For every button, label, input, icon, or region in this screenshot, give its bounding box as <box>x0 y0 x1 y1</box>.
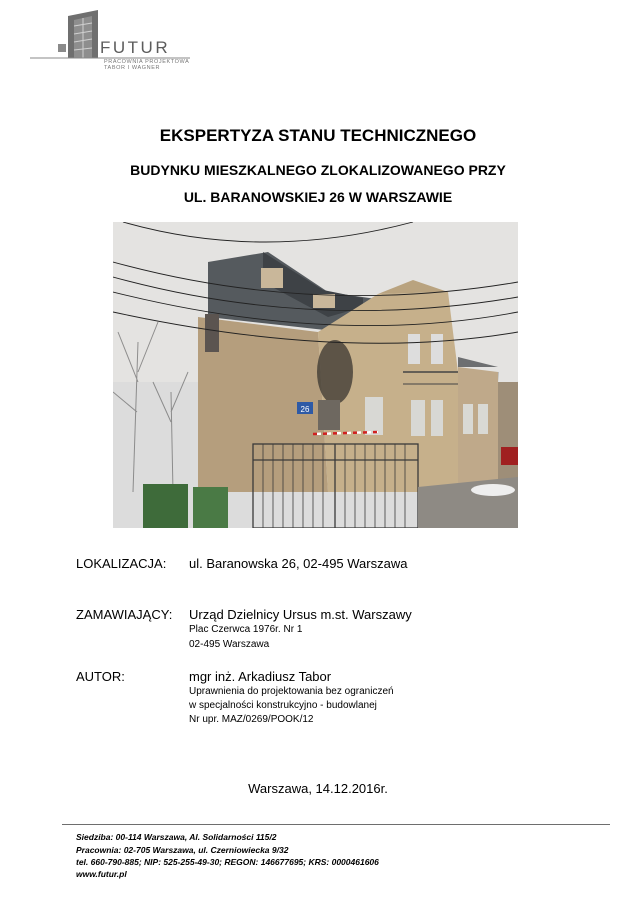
client-name: Urząd Dzielnicy Ursus m.st. Warszawy <box>189 607 412 622</box>
house-number-plate: 26 <box>300 405 310 414</box>
client-address-1: Plac Czerwca 1976r. Nr 1 <box>189 624 303 635</box>
logo-subtitle-2: TABOR I WAGNER <box>104 65 161 71</box>
author-label: AUTOR: <box>76 669 125 684</box>
logo-subtitle-1: PRACOWNIA PROJEKTOWA <box>104 59 190 65</box>
document-subtitle-2: UL. BARANOWSKIEJ 26 W WARSZAWIE <box>183 189 453 205</box>
location-label: LOKALIZACJA: <box>76 556 167 571</box>
document-title: EKSPERTYZA STANU TECHNICZNEGO <box>159 126 477 145</box>
author-name: mgr inż. Arkadiusz Tabor <box>189 669 332 684</box>
logo-wordmark: FUTUR <box>100 38 171 57</box>
author-qualification-1: Uprawnienia do projektowania bez ograniczeń <box>189 686 394 697</box>
company-logo <box>30 10 200 70</box>
author-qualification-2: w specjalności konstrukcyjno - budowlanej <box>189 700 377 711</box>
footer-contact: tel. 660-790-885; NIP: 525-255-49-30; REGON: 146677695; KRS: 0000461606 <box>76 857 379 867</box>
footer-website: www.futur.pl <box>76 869 127 879</box>
footer-headquarters: Siedziba: 00-114 Warszawa, Al. Solidarności 115/2 <box>76 832 277 842</box>
client-address-2: 02-495 Warszawa <box>189 639 270 650</box>
footer-divider <box>62 824 610 825</box>
footer-office: Pracownia: 02-705 Warszawa, ul. Czerniowiecka 9/32 <box>76 845 289 855</box>
location-value: ul. Baranowska 26, 02-495 Warszawa <box>189 556 408 571</box>
building-photo <box>113 222 518 528</box>
document-subtitle-1: BUDYNKU MIESZKALNEGO ZLOKALIZOWANEGO PRZY <box>130 162 506 178</box>
place-and-date: Warszawa, 14.12.2016r. <box>248 781 388 796</box>
author-license-number: Nr upr. MAZ/0269/POOK/12 <box>189 714 314 725</box>
client-label: ZAMAWIAJĄCY: <box>76 607 173 622</box>
